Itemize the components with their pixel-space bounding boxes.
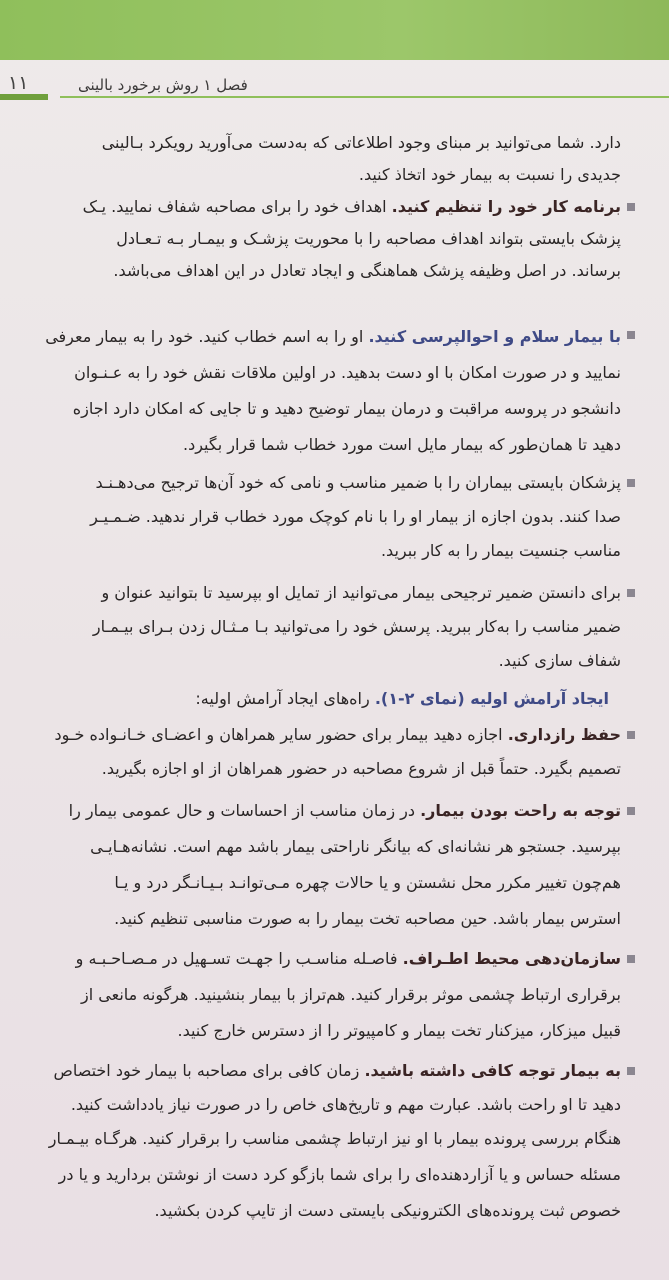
- bullet-greet-lead: با بیمار سلام و احوالپرسی کنید.: [368, 327, 621, 346]
- body-text: [0, 128, 669, 1268]
- bullet-environment-line1: [76, 944, 621, 974]
- text-line: برساند. در اصل وظیفه پزشک هماهنگی و ایجاد تعادل در این اهداف می‌باشد.: [113, 261, 621, 280]
- section-heading: [195, 684, 609, 714]
- section-heading-rest: راه‌های ایجاد آرامش اولیه:: [195, 689, 370, 708]
- text-line: پزشکان بایستی بیماران را با ضمیر مناسب و نامی که خود آن‌ها ترجیح می‌دهـنـد: [95, 473, 621, 492]
- text-line: صدا کنند. بدون اجازه از بیمار او را با نام کوچک مورد خطاب قرار ندهید. ضـمـیـر: [90, 507, 621, 526]
- bullet-marker: [627, 1067, 635, 1075]
- bullet-privacy-line1: [54, 720, 621, 750]
- text-line: پزشک بایستی بتواند اهداف مصاحبه را با محوریت پزشـک و بیمـار بـه تـعـادل: [116, 229, 621, 248]
- text-line: مسئله حساس و یا آزاردهنده‌ای را برای شما بازگو کرد دست از نوشتن بردارید و یا در: [58, 1165, 621, 1184]
- bullet-marker: [627, 589, 635, 597]
- bullet-marker: [627, 479, 635, 487]
- text-line: دانشجو در پروسه مراقبت و درمان بیمار توضیح دهید و تا جایی که امکان دارد اجازه: [72, 399, 621, 418]
- bullet-privacy-lead: حفظ رازداری.: [507, 725, 621, 744]
- bullet-attention-line1: [53, 1056, 621, 1086]
- bullet-marker: [627, 807, 635, 815]
- bullet-greet-text: او را به اسم خطاب کنید. خود را به بیمار معرفی: [45, 327, 364, 346]
- bullet-marker: [627, 731, 635, 739]
- bullet-agenda-line1: [83, 192, 621, 222]
- page-number: ۱۱: [8, 72, 29, 94]
- text-line: نمایید و در صورت امکان با او دست بدهید. در اولین ملاقات نقش خود را به عـنـوان: [74, 363, 621, 382]
- bullet-comfort-line1: [69, 796, 621, 826]
- bullet-agenda-text: اهداف خود را برای مصاحبه شفاف نمایید. یـک: [82, 197, 387, 216]
- bullet-environment-text: فاصـله مناسـب را جهـت تسـهیل در مـصـاحـبـه و: [75, 949, 398, 968]
- text-line: برقراری ارتباط چشمی موثر برقرار کنید. هم‌تراز با بیمار بنشینید. هرگونه مانعی از: [81, 985, 621, 1004]
- bullet-agenda-lead: برنامه کار خود را تنظیم کنید.: [391, 197, 621, 216]
- text-line: خصوص ثبت پرونده‌های الکترونیکی بایستی دست از تایپ کردن بکشید.: [154, 1201, 621, 1220]
- text-line: مناسب جنسیت بیمار را به کار ببرید.: [380, 541, 621, 560]
- text-line: دارد. شما می‌توانید بر مبنای وجود اطلاعاتی که به‌دست می‌آورید رویکرد بـالینی: [101, 133, 621, 152]
- text-line: دهید تا همان‌طور که بیمار مایل است مورد خطاب شما قرار بگیرد.: [183, 435, 621, 454]
- running-title: فصل ۱ روش برخورد بالینی: [78, 76, 248, 94]
- bullet-marker: [627, 955, 635, 963]
- page-number-bar: [0, 94, 48, 100]
- header-rule: [60, 96, 669, 98]
- section-heading-lead: ایجاد آرامش اولیه (نمای ۲-۱).: [374, 689, 609, 708]
- green-top-band: [0, 0, 669, 60]
- bullet-attention-lead: به بیمار توجه کافی داشته باشید.: [364, 1061, 621, 1080]
- bullet-attention-text: زمان کافی برای مصاحبه با بیمار خود اختصاص: [53, 1061, 360, 1080]
- text-line: هنگام بررسی پرونده بیمار با او نیز ارتباط چشمی مناسب را برقرار کنید. هرگـاه بیـمـار: [48, 1129, 621, 1148]
- bullet-environment-lead: سازمان‌دهی محیط اطـراف.: [402, 949, 621, 968]
- text-line: هم‌چون تغییر مکرر محل نشستن و یا حالات چهره مـی‌توانـد بـیـانـگر درد و یـا: [114, 873, 621, 892]
- text-line: قبیل میزکار، میزکنار تخت بیمار و کامپیوتر را از دسترس خارج کنید.: [177, 1021, 621, 1040]
- text-line: ضمیر مناسب را به‌کار ببرید. پرسش خود را می‌توانید بـا مـثـال زدن بـرای بیـمـار: [92, 617, 621, 636]
- text-line: استرس بیمار باشد. حین مصاحبه تخت بیمار را به صورت مناسبی تنظیم کنید.: [114, 909, 621, 928]
- bullet-comfort-text: در زمان مناسب از احساسات و حال عمومی بیمار را: [68, 801, 415, 820]
- bullet-comfort-lead: توجه به راحت بودن بیمار.: [420, 801, 621, 820]
- bullet-privacy-text: اجازه دهید بیمار برای حضور سایر همراهان و اعضـای خـانـواده خـود: [54, 725, 503, 744]
- text-line: شفاف سازی کنید.: [498, 651, 621, 670]
- bullet-marker: [627, 203, 635, 211]
- page-header: [0, 60, 669, 102]
- text-line: بپرسید. جستجو هر نشانه‌ای که بیانگر ناراحتی بیمار باشد مهم است. نشانه‌هـایـی: [90, 837, 621, 856]
- text-line: برای دانستن ضمیر ترجیحی بیمار می‌توانید از تمایل او بپرسید تا بتوانید عنوان و: [101, 583, 621, 602]
- bullet-greet-line1: [45, 322, 621, 352]
- text-line: جدیدی را نسبت به بیمار خود اتخاذ کنید.: [358, 165, 621, 184]
- text-line: دهید تا او راحت باشد. عبارت مهم و تاریخ‌های خاص را در صورت نیاز یادداشت کنید.: [70, 1095, 621, 1114]
- text-line: تصمیم بگیرد. حتماً قبل از شروع مصاحبه در حضور همراهان از او اجازه بگیرید.: [101, 759, 621, 778]
- bullet-marker: [627, 331, 635, 339]
